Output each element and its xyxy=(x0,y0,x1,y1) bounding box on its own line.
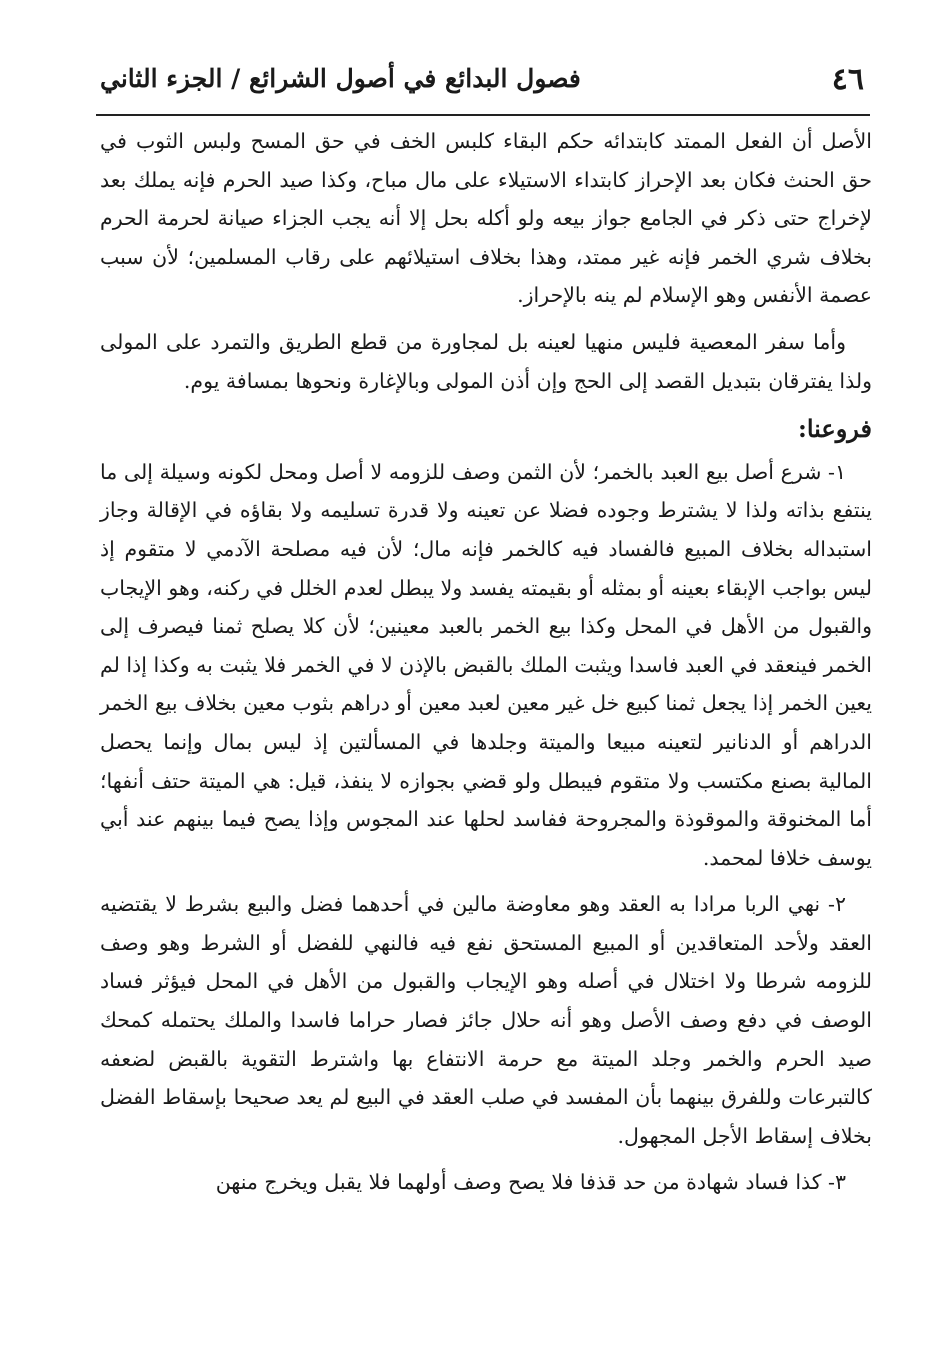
page-body xyxy=(100,122,872,1202)
list-item-1: ١- شرع أصل بيع العبد بالخمر؛ لأن الثمن وصف للزومه لا أصل ومحل لكونه وسيلة إلى ما ينتفع بذاته ولذا لا يشترط وجوده فضلا عن تعينه ولا قدرة تسليمه ولا بقاؤه في الإقالة وجاز استبداله بخلاف المبيع فالفساد فيه كالخمر فإنه مال؛ لأن فيه مصلحة الآدمي لا متقوم إذ ليس بواجب الإبقاء بعينه أو بمثله أو بقيمته يفسد ولا يبطل لعدم الخلل في ركنه، وهو الإيجاب والقبول من الأهل في المحل وكذا بيع الخمر بالعبد معينين؛ لأن كلا يصلح ثمنا فيصرف إلى الخمر فينعقد في العبد فاسدا ويثبت الملك بالقبض بالإذن لا في الخمر فلا يثبت به وكذا إذا لم يعين الخمر إذا يجعل ثمنا كبيع خل غير معين لعبد معين أو دراهم بثوب معين بخلاف بيع الخمر الدراهم أو الدنانير لتعينه مبيعا والميتة وجلدها في المسألتين إذ ليس بمال وإنما يحصل المالية بصنع مكتسب ولا متقوم فيبطل ولو قضي بجوازه لا ينفذ، قيل: هي الميتة حتف أنفها؛ أما المخنوقة والموقوذة والمجروحة ففاسد لحلها عند المجوس وإذا يصح فيما بينهم عند أبي يوسف خلافا لمحمد. xyxy=(99,459,872,870)
header-divider xyxy=(96,114,870,116)
paragraph-1: الأصل أن الفعل الممتد كابتدائه حكم البقاء كلبس الخف في حق المسح ولبس الثوب في حق الحنث فكان بعد الإحراز كابتداء الاستيلاء على مال مباح، وكذا صيد الحرم فإنه يملك بعد لإخراج حتى ذكر في الجامع جواز بيعه ولو أكله بحل إلا أنه يجب الجزاء صيانة لحرمة الحرم بخلاف شري الخمر فإنه غير ممتد، وهذا بخلاف استيلائهم على رقاب المسلمين؛ لأن سبب عصمة الأنفس وهو الإسلام لم ينه بالإحراز. xyxy=(100,129,872,308)
list-item-3: ٣- كذا فساد شهادة من حد قذفا فلا يصح وصف أولهما فلا يقبل ويخرج منهن xyxy=(215,1170,846,1195)
running-title: فصول البدائع في أصول الشرائع / الجزء الثاني xyxy=(100,64,581,93)
paragraph-2: وأما سفر المعصية فليس منهيا لعينه بل لمجاورة من قطع الطريق والتمرد على المولى ولذا يفترقان بتبديل القصد إلى الحج وإن أذن المولى وبالإغارة ونحوها بمسافة يوم. xyxy=(100,329,872,393)
list-item-2: ٢- نهي الربا مرادا به العقد وهو معاوضة مالين في أحدهما فضل والبيع بشرط لا يقتضيه العقد ولأحد المتعاقدين أو المبيع المستحق نفع فيه فالنهي للفضل أو الشرط وهو وصف للزومه شرطا ولا اختلال في أصله وهو الإيجاب والقبول من الأهل في المحل فيؤثر فساد الوصف في دفع وصف الأصل وهو أنه حلال جائز فصار حراما فاسدا والملك يحتمله كمحك صيد الحرم والخمر وجلد الميتة مع حرمة الانتفاع بها واشترط التقوية بالقبض لضعفه كالتبرعات وللفرق بينهما بأن المفسد في صلب العقد في البيع لم يعد صحيحا بإسقاط الفضل بخلاف إسقاط الأجل المجهول. xyxy=(100,892,872,1148)
page-number: ٤٦ xyxy=(831,62,864,97)
page-header xyxy=(96,52,872,108)
section-heading: فروعنا: xyxy=(797,414,872,444)
